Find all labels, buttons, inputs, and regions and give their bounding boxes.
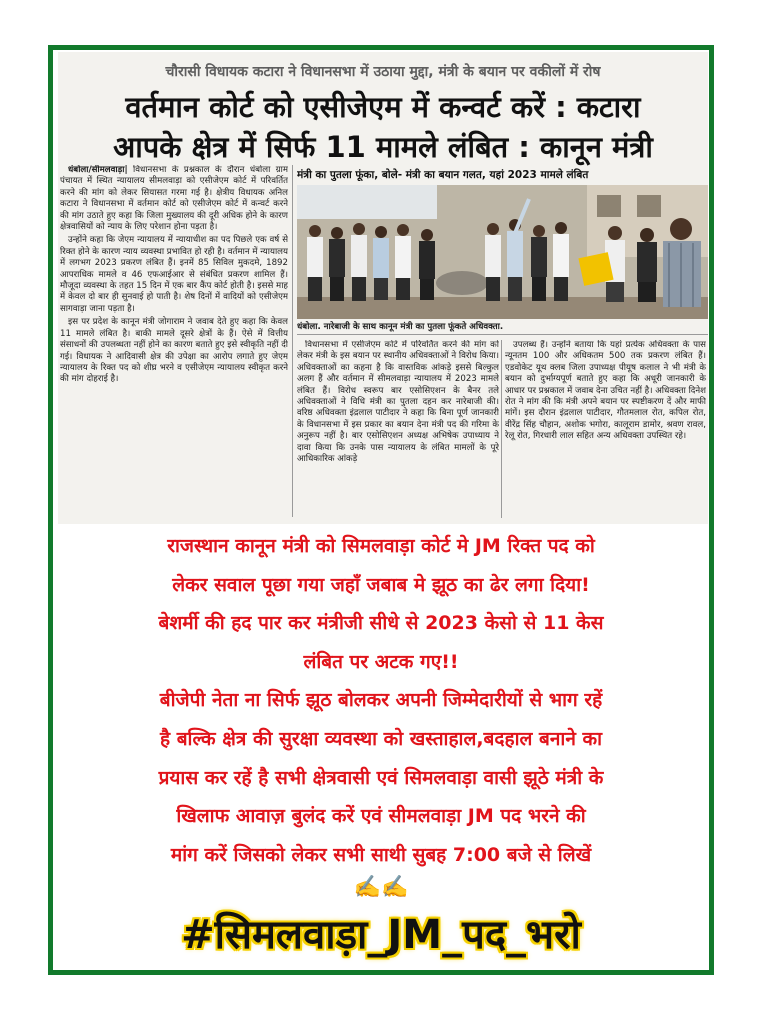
protest-message (53, 527, 709, 874)
news-dateline: धंबोला/सीमलवाड़ा| (68, 165, 128, 175)
message-line: लेकर सवाल पूछा गया जहाँ जबाब मे झूठ का ढेर लगा दिया! (172, 573, 590, 596)
news-paragraph-text: विधानसभा के प्रश्नकाल के दौरान धंबोला ग्राम पंचायत में स्थित न्यायालय सीमलवाड़ा को एसीजेएम कोर्ट में परिवर्तित करने की मांग को लेकर सियासत गरमा गई है। क्षेत्रीय विधायक अनिल कटारा ने विधानसभा में वर्तमान कोर्ट को एसीजेएम कोर्ट में कन्वर्ट करने की मांग उठाते हुए कहा कि जिला मुख्यालय की दूरी अधिक होने के कारण क्षेत्रवासियों को न्याय के लिए परेशान होना पड़ता है। (60, 165, 288, 233)
news-column-middle (297, 340, 499, 518)
photo-window (597, 195, 621, 217)
writing-hand-icon: ✍️✍️ (353, 875, 409, 900)
message-line: बेशर्मी की हद पार कर मंत्रीजी सीधे से 2023 केसो से 11 केस (158, 612, 604, 635)
photo-smoke (436, 271, 488, 295)
news-paragraph: उपलब्ध हैं। उन्होंने बताया कि यहां प्रत्येक अधिवक्ता के पास न्यूनतम 100 और अधिकतम 500 तक प्रकरण लंबित हैं। एडवोकेट यूथ क्लब जिला उपाध्यक्ष पीयूष कलाल ने भी मंत्री के बयान को दुर्भाग्यपूर्ण बताते हुए कहा कि अधूरी जानकारी के आधार पर प्रश्नकाल में जवाब देना उचित नहीं है। अधिवक्ता दिनेश रोत ने मांग की कि मंत्री अपने बयान पर स्पष्टीकरण दें और माफी मांगें। इस दौरान इंद्रलाल पाटीदार, गौतमलाल रोत, कपिल रोत, वीरेंद्र सिंह चौहान, अशोक भगोरा, कालूराम डामोर, श्रवण रावल, रेलू रोत, गिरधारी लाल सहित अन्य अधिवक्ता उपस्थित रहे। (505, 340, 706, 442)
news-column-right (505, 340, 706, 518)
hashtag-banner: #सिमलवाड़ा_JM_पद_भरो (181, 912, 581, 958)
photo-window (637, 195, 661, 217)
column-divider (292, 165, 293, 517)
news-paragraph: विधानसभा में एसीजेएम कोर्ट में परिवर्तित करने की मांग को लेकर मंत्री के इस बयान पर स्थानीय अधिवक्ताओं ने विरोध किया। अधिवक्ताओं का कहना है कि वास्तविक आंकड़े इससे बिल्कुल अलग हैं और वर्तमान में सीमलवाड़ा न्यायालय में 2023 मामले लंबित हैं। विरोध स्वरूप बार एसोसिएशन के बैनर तले अधिवक्ताओं ने विधि मंत्री का पुतला दहन कर नारेबाजी की। वरिष्ठ अधिवक्ता इंद्रलाल पाटीदार ने कहा कि बिना पूर्ण जानकारी के विधानसभा में इस प्रकार का बयान देना मंत्री पद की गरिमा के अनुरूप नहीं है। बार एसोसिएशन अध्यक्ष अभिषेक उपाध्याय ने दावा किया कि उनके पास न्यायालय के लंबित मामलों के पूरे आधिकारिक आंकड़े (297, 340, 499, 465)
message-line: मांग करें जिसको लेकर सभी साथी सुबह 7:00 बजे से लिखें (170, 843, 592, 866)
news-paragraph: उन्होंने कहा कि जेएम न्यायालय में न्यायाधीश का पद पिछले एक वर्ष से रिक्त होने के कारण न्याय व्यवस्था प्रभावित हो रही है। वर्तमान में न्यायालय में लगभग 2023 प्रकरण लंबित हैं। इनमें 85 सिविल मुकदमे, 1892 आपराधिक मामले व 46 एफआईआर से संबंधित प्रकरण शामिल हैं। मौजूदा व्यवस्था के तहत 15 दिन में एक बार कैंप कोर्ट होती है। इससे माह में केवल दो बार ही सुनवाई हो पाती है। शेष दिनों में वादियों को एसीजेएम सागवाड़ा जाना पड़ता है। (60, 235, 288, 314)
message-line: खिलाफ आवाज़ बुलंद करें एवं सीमलवाड़ा JM पद भरने की (176, 805, 586, 828)
news-paragraph: इस पर प्रदेश के कानून मंत्री जोगाराम ने जवाब देते हुए कहा कि केवल 11 मामले लंबित है। बाकी मामले दूसरे क्षेत्रों के हैं। ऐसे में वित्तीय संसाधनों की उपलब्धता नहीं होने का कारण बताते हुए इसे स्वीकृति नहीं दी गई। विधायक ने आदिवासी क्षेत्र की उपेक्षा का आरोप लगाते हुए जेएम न्यायालय के रिक्त पद को शीघ्र भरने व एसीजेएम न्यायालय स्वीकृत करने की मांग दोहराई है। (60, 317, 288, 385)
newspaper-clipping (58, 52, 708, 524)
news-headline-line-1: वर्तमान कोर्ट को एसीजेएम में कन्वर्ट करें : कटारा (125, 90, 641, 124)
photo-title: मंत्री का पुतला फूंका, बोले- मंत्री का बयान गलत, यहां 2023 मामले लंबित (297, 169, 589, 181)
news-headline-line-2: आपके क्षेत्र में सिर्फ 11 मामले लंबित : कानून मंत्री (113, 130, 653, 164)
news-paragraph (60, 165, 288, 233)
message-line: है बल्कि क्षेत्र की सुरक्षा व्यवस्था को खस्ताहाल,बदहाल बनाने का (159, 727, 602, 750)
photo-sky (297, 185, 437, 219)
message-line: राजस्थान कानून मंत्री को सिमलवाड़ा कोर्ट मे JM रिक्त पद को (167, 535, 595, 557)
column-divider (501, 340, 502, 518)
message-line: प्रयास कर रहें है सभी क्षेत्रवासी एवं सिमलवाड़ा वासी झूठे मंत्री के (158, 766, 604, 789)
photo-caption: धंबोला. नारेबाजी के साथ कानून मंत्री का पुतला फूंकते अधिवक्ता. (297, 320, 708, 335)
news-kicker: चौरासी विधायक कटारा ने विधानसभा में उठाया मुद्दा, मंत्री के बयान पर वकीलों में रोष (165, 64, 601, 80)
protest-photo (297, 185, 708, 319)
news-column-left (60, 165, 288, 517)
message-line: लंबित पर अटक गए!! (303, 650, 459, 673)
message-line: बीजेपी नेता ना सिर्फ झूठ बोलकर अपनी जिम्मेदारीयों से भाग रहें (159, 689, 603, 712)
